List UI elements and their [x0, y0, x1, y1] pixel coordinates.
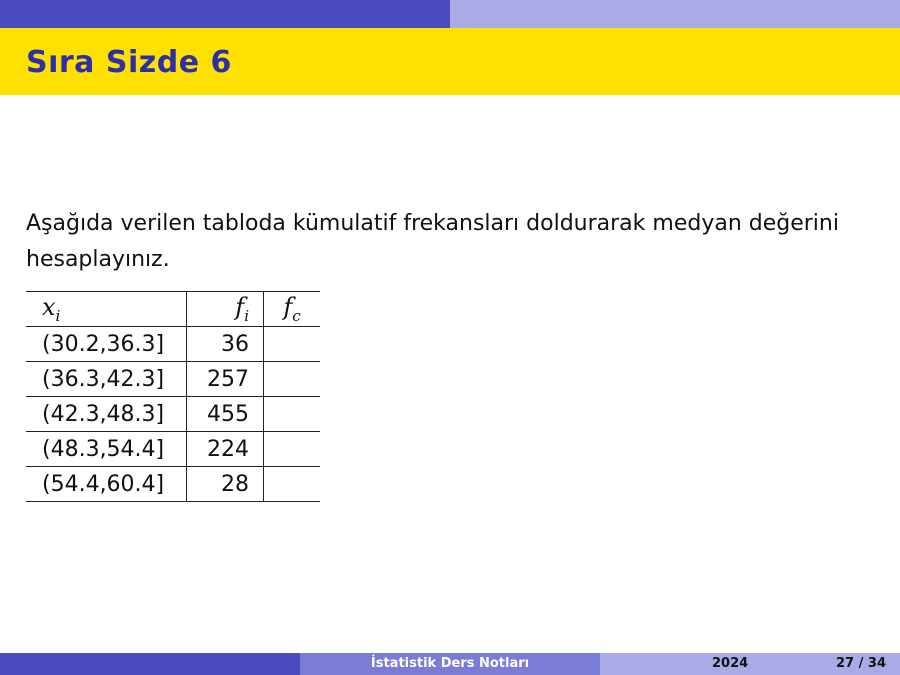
footer-year: 2024 — [712, 656, 749, 671]
frequency-table — [26, 291, 320, 502]
table-row — [26, 467, 320, 502]
interval-cell: (42.3,48.3] — [26, 397, 187, 432]
interval-cell: (30.2,36.3] — [26, 327, 187, 362]
frequency-cell: 455 — [187, 397, 264, 432]
header-xi: $x_i$ — [26, 292, 187, 327]
footer-bar — [0, 653, 900, 675]
table-row — [26, 327, 320, 362]
footer-right-segment — [600, 653, 900, 675]
header-fi: $f_i$ — [187, 292, 264, 327]
instruction-text: Aşağıda verilen tabloda kümulatif frekansları doldurarak medyan değerini hesaplayınız. — [26, 211, 839, 272]
top-decoration-strip — [0, 0, 900, 28]
frequency-cell: 28 — [187, 467, 264, 502]
table-row — [26, 432, 320, 467]
table-row — [26, 362, 320, 397]
footer-course-title: İstatistik Ders Notları — [300, 653, 600, 675]
cumulative-cell — [264, 397, 321, 432]
title-bar — [0, 28, 900, 95]
page-number: 27 / 34 — [836, 656, 886, 671]
cumulative-cell — [264, 467, 321, 502]
cumulative-cell — [264, 432, 321, 467]
frequency-cell: 257 — [187, 362, 264, 397]
frequency-cell: 36 — [187, 327, 264, 362]
slide-title: Sıra Sizde 6 — [26, 45, 232, 80]
footer-left-segment — [0, 653, 300, 675]
table-row — [26, 397, 320, 432]
interval-cell: (36.3,42.3] — [26, 362, 187, 397]
cumulative-cell — [264, 327, 321, 362]
top-strip-dark — [0, 0, 450, 28]
header-fc: $f_c$ — [264, 292, 321, 327]
frequency-cell: 224 — [187, 432, 264, 467]
cumulative-cell — [264, 362, 321, 397]
interval-cell: (54.4,60.4] — [26, 467, 187, 502]
interval-cell: (48.3,54.4] — [26, 432, 187, 467]
top-strip-light — [450, 0, 900, 28]
table-header-row — [26, 292, 320, 327]
